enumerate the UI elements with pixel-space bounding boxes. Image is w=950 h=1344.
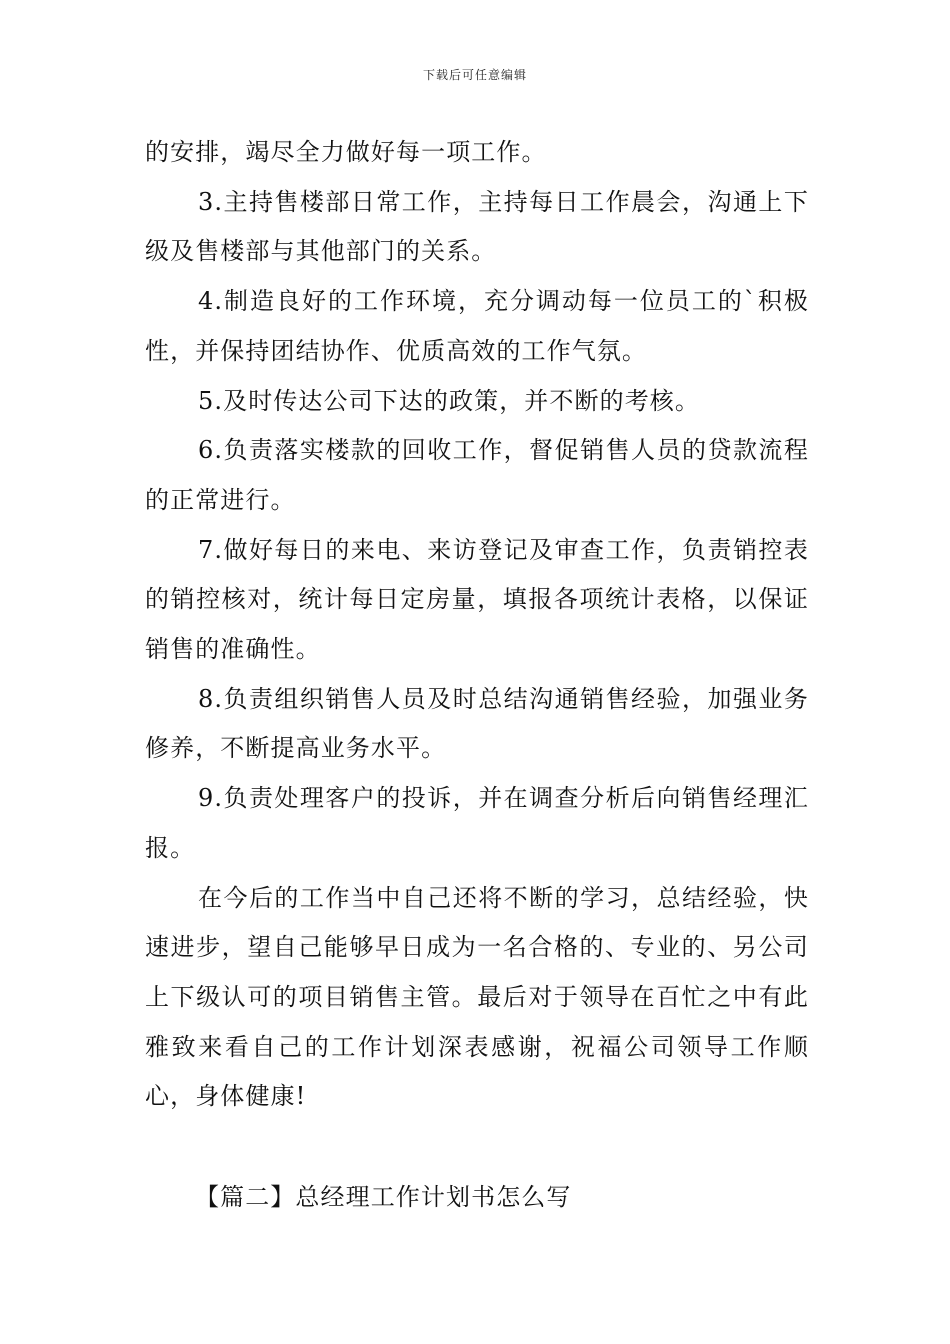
document-body (145, 128, 809, 1122)
page-header-note: 下载后可任意编辑 (422, 68, 527, 82)
paragraph-conclusion: 在今后的工作当中自己还将不断的学习，总结经验，快速进步，望自己能够早日成为一名合格的、专业的、另公司上下级认可的项目销售主管。最后对于领导在百忙之中有此雅致来看自己的工作计划深表感谢，祝福公司领导工作顺心，身体健康! (145, 883, 809, 1111)
paragraph-item-3: 3.主持售楼部日常工作，主持每日工作晨会，沟通上下级及售楼部与其他部门的关系。 (145, 187, 809, 266)
paragraph-item-4: 4.制造良好的工作环境，充分调动每一位员工的`积极性，并保持团结协作、优质高效的工作气氛。 (145, 287, 809, 365)
paragraph-item-7: 7.做好每日的来电、来访登记及审查工作，负责销控表的销控核对，统计每日定房量，填报各项统计表格，以保证销售的准确性。 (145, 535, 809, 664)
paragraph-continuation: 的安排，竭尽全力做好每一项工作。 (145, 138, 547, 166)
paragraph-item-6: 6.负责落实楼款的回收工作，督促销售人员的贷款流程的正常进行。 (145, 436, 809, 514)
paragraph-item-5: 5.及时传达公司下达的政策，并不断的考核。 (198, 386, 700, 415)
section-heading: 【篇二】总经理工作计划书怎么写 (195, 1183, 572, 1211)
paragraph-item-8: 8.负责组织销售人员及时总结沟通销售经验，加强业务修养，不断提高业务水平。 (145, 684, 809, 763)
paragraph-item-9: 9.负责处理客户的投诉，并在调查分析后向销售经理汇报。 (145, 784, 809, 862)
